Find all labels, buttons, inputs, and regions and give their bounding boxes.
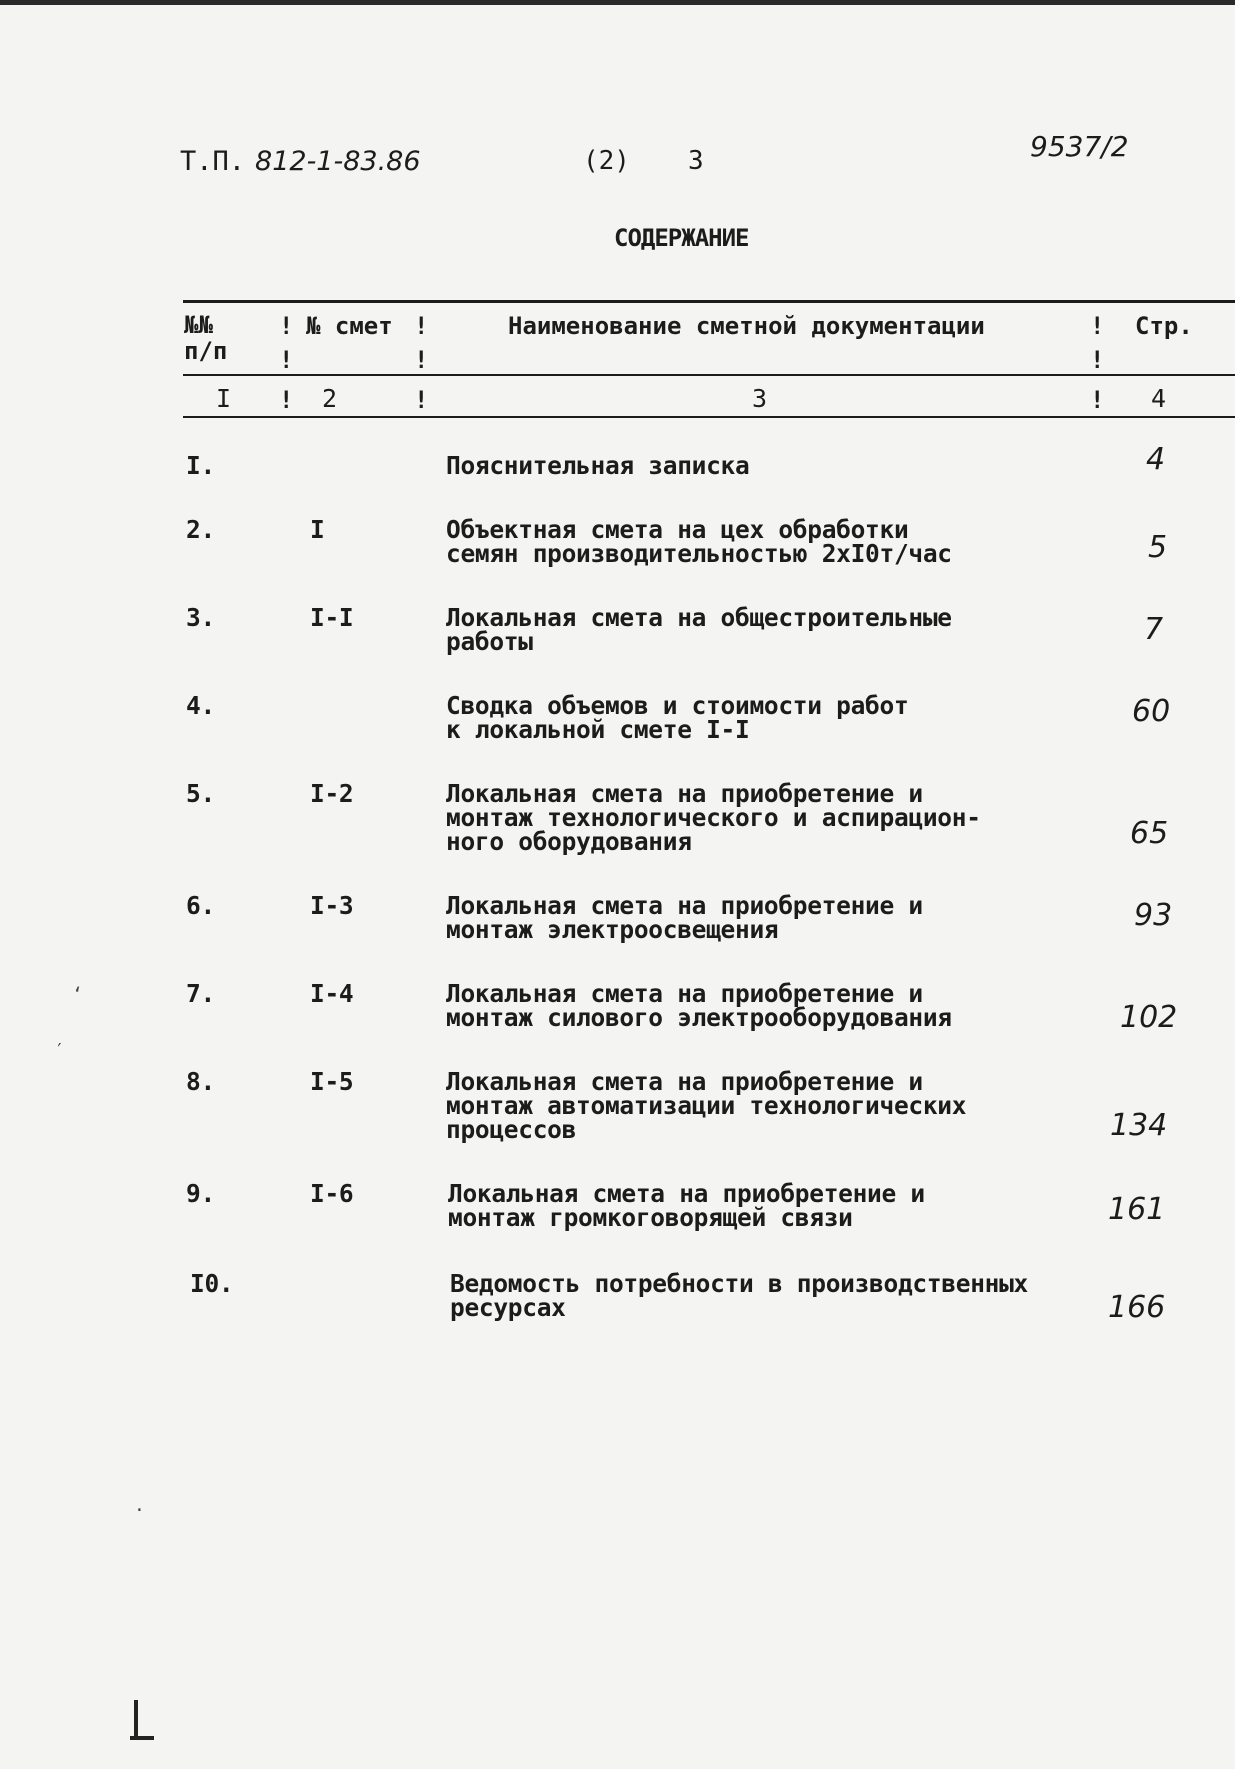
row-page: 166 bbox=[1108, 1290, 1166, 1325]
column-divider: ! bbox=[1090, 346, 1105, 374]
page-title: СОДЕРЖАНИЕ bbox=[614, 224, 749, 252]
column-divider: ! bbox=[1090, 312, 1105, 340]
row-number: 7. bbox=[186, 979, 215, 1008]
table-colnum-rule bbox=[183, 416, 1235, 418]
row-name-line: Локальная смета на приобретение и bbox=[446, 979, 923, 1008]
row-number: 4. bbox=[186, 691, 215, 720]
row-name-line: Сводка объемов и стоимости работ bbox=[446, 691, 909, 720]
row-name bbox=[446, 891, 923, 944]
page-number: 3 bbox=[688, 146, 704, 176]
row-number: I. bbox=[186, 451, 215, 480]
row-name bbox=[448, 1179, 925, 1232]
scan-speck: ‘ bbox=[72, 984, 83, 1005]
column-header-number-line1: №№ bbox=[184, 311, 213, 339]
row-name-line: Локальная смета на приобретение и bbox=[448, 1179, 925, 1208]
table-top-rule bbox=[183, 300, 1235, 303]
row-number: 6. bbox=[186, 891, 215, 920]
row-name-line: работы bbox=[446, 627, 533, 656]
scan-speck: ′ bbox=[54, 1040, 65, 1061]
row-number: 9. bbox=[186, 1179, 215, 1208]
row-name-line: Ведомость потребности в производственных bbox=[450, 1269, 1029, 1298]
row-name-line: Локальная смета на приобретение и bbox=[446, 779, 923, 808]
row-page: 7 bbox=[1144, 612, 1164, 647]
row-name-line: монтаж громкоговорящей связи bbox=[448, 1203, 853, 1232]
row-name-line: Объектная смета на цех обработки bbox=[446, 515, 909, 544]
row-name bbox=[446, 515, 952, 568]
row-page: 134 bbox=[1110, 1108, 1168, 1143]
scan-top-border bbox=[0, 0, 1235, 5]
table-header-rule bbox=[183, 374, 1235, 376]
inventory-number: 9537/2 bbox=[1030, 130, 1129, 163]
row-name-line: Локальная смета на приобретение и bbox=[446, 1067, 923, 1096]
column-divider: ! bbox=[414, 386, 429, 414]
column-header-number-line2: п/п bbox=[184, 337, 228, 365]
row-name-line: монтаж технологического и аспирацион- bbox=[446, 803, 981, 832]
row-name-line: монтаж силового электрооборудования bbox=[446, 1003, 952, 1032]
row-number: I0. bbox=[190, 1269, 234, 1298]
row-name-line: ресурсах bbox=[450, 1293, 566, 1322]
row-estimate: I-6 bbox=[310, 1179, 354, 1208]
column-number-2: 2 bbox=[322, 384, 338, 413]
row-number: 3. bbox=[186, 603, 215, 632]
row-estimate: I bbox=[310, 515, 325, 544]
row-estimate: I-3 bbox=[310, 891, 354, 920]
row-name-line: Локальная смета на приобретение и bbox=[446, 891, 923, 920]
row-name bbox=[446, 451, 750, 480]
column-header-name: Наименование сметной документации bbox=[508, 312, 985, 340]
row-page: 4 bbox=[1146, 442, 1166, 477]
column-number-3: 3 bbox=[752, 384, 768, 413]
corner-mark bbox=[134, 1700, 138, 1740]
row-page: 161 bbox=[1108, 1192, 1166, 1227]
row-number: 2. bbox=[186, 515, 215, 544]
row-number: 8. bbox=[186, 1067, 215, 1096]
row-page: 93 bbox=[1134, 898, 1173, 933]
column-header-estimate: № смет bbox=[306, 312, 393, 340]
row-name bbox=[446, 779, 981, 856]
row-page: 60 bbox=[1132, 694, 1171, 729]
column-number-1: I bbox=[216, 384, 232, 413]
designation-prefix: Т.П. bbox=[180, 146, 246, 177]
row-name bbox=[450, 1269, 1029, 1322]
document-designation bbox=[180, 146, 421, 177]
row-name-line: процессов bbox=[446, 1115, 577, 1144]
scan-speck: · bbox=[134, 1500, 145, 1521]
row-name bbox=[446, 1067, 967, 1144]
row-name-line: к локальной смете I-I bbox=[446, 715, 750, 744]
column-divider: ! bbox=[279, 312, 294, 340]
sheet-number: (2) bbox=[583, 146, 630, 176]
row-name bbox=[446, 691, 909, 744]
column-divider: ! bbox=[414, 312, 429, 340]
column-number-4: 4 bbox=[1151, 384, 1167, 413]
row-name-line: семян производительностью 2хI0т/час bbox=[446, 539, 952, 568]
row-estimate: I-2 bbox=[310, 779, 354, 808]
row-name bbox=[446, 979, 952, 1032]
row-estimate: I-4 bbox=[310, 979, 354, 1008]
column-divider: ! bbox=[279, 386, 294, 414]
column-divider: ! bbox=[1090, 386, 1105, 414]
project-code: 812-1-83.86 bbox=[255, 146, 421, 177]
column-divider: ! bbox=[279, 346, 294, 374]
row-page: 5 bbox=[1148, 530, 1168, 565]
row-name bbox=[446, 603, 952, 656]
row-name-line: Пояснительная записка bbox=[446, 451, 750, 480]
corner-mark bbox=[130, 1736, 154, 1740]
column-divider: ! bbox=[414, 346, 429, 374]
row-estimate: I-5 bbox=[310, 1067, 354, 1096]
row-estimate: I-I bbox=[310, 603, 354, 632]
column-header-number bbox=[184, 312, 227, 364]
row-page: 65 bbox=[1130, 816, 1169, 851]
row-name-line: монтаж электроосвещения bbox=[446, 915, 779, 944]
column-header-page: Стр. bbox=[1135, 312, 1193, 340]
row-name-line: Локальная смета на общестроительные bbox=[446, 603, 952, 632]
row-name-line: ного оборудования bbox=[446, 827, 692, 856]
row-number: 5. bbox=[186, 779, 215, 808]
row-page: 102 bbox=[1120, 1000, 1178, 1035]
row-name-line: монтаж автоматизации технологических bbox=[446, 1091, 967, 1120]
